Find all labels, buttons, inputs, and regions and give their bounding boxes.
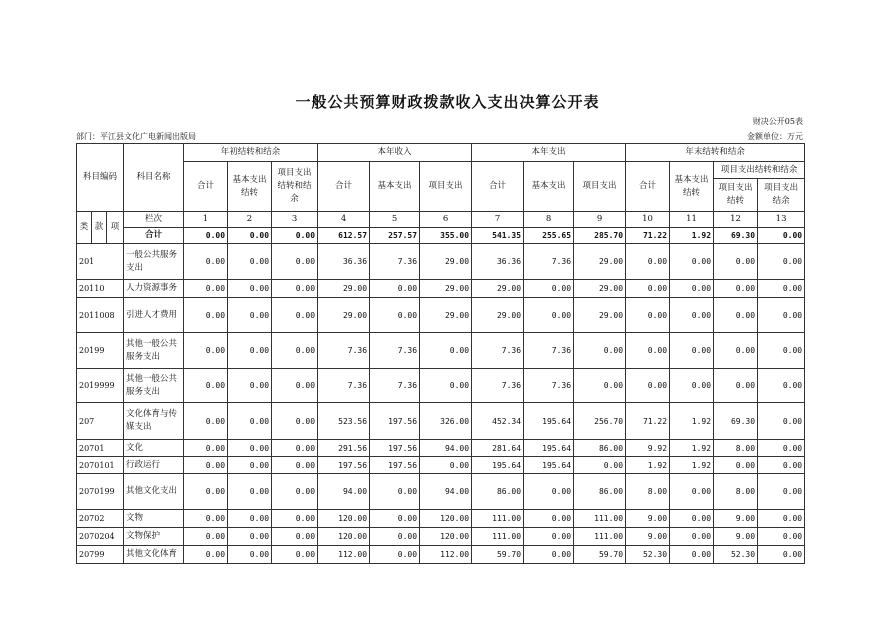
- value-cell: 0.00: [758, 403, 805, 440]
- value-cell: 0.00: [758, 369, 805, 403]
- value-cell: 0.00: [228, 280, 272, 298]
- value-cell: 0.00: [370, 474, 420, 510]
- value-cell: 0.00: [758, 244, 805, 280]
- value-cell: 0.00: [184, 333, 228, 369]
- expense-project-header: 项目支出: [574, 162, 626, 212]
- value-cell: 195.64: [524, 440, 574, 457]
- total-cell: 0.00: [272, 228, 318, 244]
- subject-name-cell: 其他文化体育: [124, 546, 184, 564]
- table-row: [77, 510, 805, 528]
- subject-code-cell: 2019999: [77, 369, 124, 403]
- total-cell: 0.00: [758, 228, 805, 244]
- value-cell: 197.56: [370, 440, 420, 457]
- total-cell: 285.70: [574, 228, 626, 244]
- value-cell: 0.00: [272, 474, 318, 510]
- subject-code-cell: 2070199: [77, 474, 124, 510]
- value-cell: 0.00: [184, 298, 228, 333]
- table-row: [77, 369, 805, 403]
- column-number: 2: [228, 212, 272, 228]
- subject-code-cell: 207: [77, 403, 124, 440]
- end-project-group-header: 项目支出结转和结余: [714, 162, 805, 179]
- value-cell: 86.00: [574, 440, 626, 457]
- begin-total-header: 合计: [184, 162, 228, 212]
- income-project-header: 项目支出: [420, 162, 472, 212]
- table-row: [77, 244, 805, 280]
- value-cell: 0.00: [670, 474, 714, 510]
- table-row: [77, 457, 805, 474]
- value-cell: 197.56: [318, 457, 370, 474]
- value-cell: 195.64: [524, 403, 574, 440]
- begin-project-header: 项目支出结转和结余: [272, 162, 318, 212]
- total-cell: 255.65: [524, 228, 574, 244]
- value-cell: 326.00: [420, 403, 472, 440]
- value-cell: 0.00: [272, 457, 318, 474]
- value-cell: 0.00: [370, 528, 420, 546]
- value-cell: 120.00: [420, 510, 472, 528]
- value-cell: 0.00: [184, 280, 228, 298]
- table-row: [77, 528, 805, 546]
- value-cell: 0.00: [714, 244, 758, 280]
- column-number: 1: [184, 212, 228, 228]
- table-row: [77, 403, 805, 440]
- value-cell: 0.00: [228, 298, 272, 333]
- value-cell: 29.00: [472, 298, 524, 333]
- column-number: 10: [626, 212, 670, 228]
- value-cell: 120.00: [420, 528, 472, 546]
- value-cell: 0.00: [714, 369, 758, 403]
- subject-code-cell: 20702: [77, 510, 124, 528]
- table-row: [77, 280, 805, 298]
- value-cell: 0.00: [272, 298, 318, 333]
- value-cell: 111.00: [472, 528, 524, 546]
- value-cell: 195.64: [472, 457, 524, 474]
- table-row: [77, 333, 805, 369]
- subject-name-cell: 文化: [124, 440, 184, 457]
- value-cell: 0.00: [272, 280, 318, 298]
- value-cell: 9.00: [714, 528, 758, 546]
- column-row-label: 栏次: [124, 212, 184, 228]
- value-cell: 0.00: [714, 280, 758, 298]
- value-cell: 29.00: [318, 280, 370, 298]
- total-row-label: 合计: [124, 228, 184, 244]
- total-cell: 541.35: [472, 228, 524, 244]
- total-cell: 257.57: [370, 228, 420, 244]
- value-cell: 0.00: [228, 333, 272, 369]
- value-cell: 111.00: [574, 528, 626, 546]
- value-cell: 111.00: [472, 510, 524, 528]
- value-cell: 0.00: [228, 546, 272, 564]
- value-cell: 29.00: [420, 244, 472, 280]
- value-cell: 86.00: [472, 474, 524, 510]
- value-cell: 36.36: [472, 244, 524, 280]
- value-cell: 9.92: [626, 440, 670, 457]
- value-cell: 0.00: [524, 528, 574, 546]
- value-cell: 1.92: [670, 457, 714, 474]
- value-cell: 0.00: [670, 298, 714, 333]
- value-cell: 52.30: [714, 546, 758, 564]
- value-cell: 7.36: [524, 244, 574, 280]
- value-cell: 0.00: [228, 369, 272, 403]
- subject-code-cell: 20701: [77, 440, 124, 457]
- page-title: 一般公共预算财政拨款收入支出决算公开表: [295, 93, 600, 111]
- total-cell: 0.00: [184, 228, 228, 244]
- value-cell: 0.00: [626, 369, 670, 403]
- column-number: 7: [472, 212, 524, 228]
- value-cell: 71.22: [626, 403, 670, 440]
- value-cell: 0.00: [714, 333, 758, 369]
- expense-total-header: 合计: [472, 162, 524, 212]
- value-cell: 1.92: [670, 440, 714, 457]
- column-number: 11: [670, 212, 714, 228]
- expense-basic-header: 基本支出: [524, 162, 574, 212]
- begin-basic-header: 基本支出结转: [228, 162, 272, 212]
- expense-header: 本年支出: [472, 144, 626, 162]
- total-cell: 612.57: [318, 228, 370, 244]
- value-cell: 0.00: [228, 474, 272, 510]
- value-cell: 0.00: [524, 510, 574, 528]
- value-cell: 452.34: [472, 403, 524, 440]
- value-cell: 1.92: [670, 403, 714, 440]
- value-cell: 0.00: [626, 333, 670, 369]
- table-row: [77, 474, 805, 510]
- subject-name-cell: 其他文化支出: [124, 474, 184, 510]
- column-number: 12: [714, 212, 758, 228]
- value-cell: 0.00: [758, 333, 805, 369]
- subject-name-cell: 人力资源事务: [124, 280, 184, 298]
- value-cell: 0.00: [758, 474, 805, 510]
- budget-table: [76, 143, 805, 564]
- subject-code-cell: 201: [77, 244, 124, 280]
- value-cell: 281.64: [472, 440, 524, 457]
- value-cell: 0.00: [228, 457, 272, 474]
- value-cell: 94.00: [318, 474, 370, 510]
- value-cell: 9.00: [714, 510, 758, 528]
- value-cell: 29.00: [420, 298, 472, 333]
- xiang-header: 项: [107, 212, 124, 244]
- value-cell: 0.00: [758, 440, 805, 457]
- value-cell: 0.00: [574, 457, 626, 474]
- value-cell: 0.00: [184, 474, 228, 510]
- value-cell: 0.00: [370, 280, 420, 298]
- subject-name-cell: 其他一般公共服务支出: [124, 333, 184, 369]
- value-cell: 8.00: [626, 474, 670, 510]
- value-cell: 0.00: [524, 280, 574, 298]
- value-cell: 0.00: [670, 280, 714, 298]
- value-cell: 0.00: [420, 333, 472, 369]
- department-label: 部门：平江县文化广电新闻出版局: [76, 132, 196, 141]
- subject-code-cell: 20199: [77, 333, 124, 369]
- column-number: 6: [420, 212, 472, 228]
- value-cell: 7.36: [370, 244, 420, 280]
- column-number: 4: [318, 212, 370, 228]
- value-cell: 0.00: [184, 457, 228, 474]
- value-cell: 0.00: [184, 510, 228, 528]
- value-cell: 0.00: [228, 528, 272, 546]
- value-cell: 7.36: [472, 333, 524, 369]
- value-cell: 9.00: [626, 528, 670, 546]
- value-cell: 0.00: [272, 528, 318, 546]
- total-cell: 355.00: [420, 228, 472, 244]
- income-header: 本年收入: [318, 144, 472, 162]
- value-cell: 69.30: [714, 403, 758, 440]
- value-cell: 0.00: [272, 244, 318, 280]
- value-cell: 0.00: [272, 510, 318, 528]
- value-cell: 0.00: [670, 369, 714, 403]
- end-total-header: 合计: [626, 162, 670, 212]
- value-cell: 0.00: [370, 298, 420, 333]
- end-project-carry-header: 项目支出结转: [714, 179, 758, 212]
- value-cell: 29.00: [472, 280, 524, 298]
- value-cell: 0.00: [272, 440, 318, 457]
- value-cell: 86.00: [574, 474, 626, 510]
- column-number: 13: [758, 212, 805, 228]
- value-cell: 0.00: [574, 369, 626, 403]
- subject-name-cell: 引进人才费用: [124, 298, 184, 333]
- value-cell: 0.00: [184, 244, 228, 280]
- value-cell: 0.00: [184, 369, 228, 403]
- value-cell: 0.00: [184, 528, 228, 546]
- value-cell: 0.00: [670, 510, 714, 528]
- value-cell: 0.00: [670, 528, 714, 546]
- value-cell: 0.00: [370, 510, 420, 528]
- value-cell: 9.00: [626, 510, 670, 528]
- value-cell: 0.00: [524, 546, 574, 564]
- value-cell: 0.00: [272, 546, 318, 564]
- value-cell: 0.00: [758, 280, 805, 298]
- subject-code-cell: 20799: [77, 546, 124, 564]
- subject-name-cell: 文物: [124, 510, 184, 528]
- value-cell: 195.64: [524, 457, 574, 474]
- value-cell: 0.00: [228, 244, 272, 280]
- total-cell: 71.22: [626, 228, 670, 244]
- value-cell: 8.00: [714, 440, 758, 457]
- value-cell: 7.36: [318, 369, 370, 403]
- value-cell: 7.36: [472, 369, 524, 403]
- value-cell: 0.00: [524, 474, 574, 510]
- subject-name-cell: 行政运行: [124, 457, 184, 474]
- value-cell: 29.00: [318, 298, 370, 333]
- value-cell: 7.36: [318, 333, 370, 369]
- value-cell: 0.00: [524, 298, 574, 333]
- lei-header: 类: [77, 212, 92, 244]
- column-number: 5: [370, 212, 420, 228]
- value-cell: 120.00: [318, 528, 370, 546]
- income-basic-header: 基本支出: [370, 162, 420, 212]
- value-cell: 59.70: [472, 546, 524, 564]
- subject-code-cell: 2011008: [77, 298, 124, 333]
- value-cell: 1.92: [626, 457, 670, 474]
- value-cell: 197.56: [370, 457, 420, 474]
- value-cell: 0.00: [670, 546, 714, 564]
- value-cell: 0.00: [272, 403, 318, 440]
- value-cell: 0.00: [626, 298, 670, 333]
- form-code: 财决公开05表: [752, 117, 803, 126]
- value-cell: 94.00: [420, 474, 472, 510]
- value-cell: 52.30: [626, 546, 670, 564]
- value-cell: 0.00: [574, 333, 626, 369]
- value-cell: 0.00: [670, 244, 714, 280]
- value-cell: 112.00: [420, 546, 472, 564]
- begin-balance-header: 年初结转和结余: [184, 144, 318, 162]
- value-cell: 112.00: [318, 546, 370, 564]
- value-cell: 29.00: [574, 298, 626, 333]
- value-cell: 7.36: [370, 333, 420, 369]
- subject-name-header: 科目名称: [124, 144, 184, 212]
- value-cell: 0.00: [228, 440, 272, 457]
- subject-name-cell: 一般公共服务支出: [124, 244, 184, 280]
- value-cell: 8.00: [714, 474, 758, 510]
- value-cell: 256.70: [574, 403, 626, 440]
- value-cell: 0.00: [184, 403, 228, 440]
- income-total-header: 合计: [318, 162, 370, 212]
- value-cell: 7.36: [370, 369, 420, 403]
- total-cell: 69.30: [714, 228, 758, 244]
- value-cell: 111.00: [574, 510, 626, 528]
- table-row: [77, 546, 805, 564]
- value-cell: 94.00: [420, 440, 472, 457]
- value-cell: 0.00: [228, 510, 272, 528]
- value-cell: 0.00: [228, 403, 272, 440]
- end-basic-header: 基本支出结转: [670, 162, 714, 212]
- subject-code-cell: 20110: [77, 280, 124, 298]
- subject-code-header: 科目编码: [77, 144, 124, 212]
- value-cell: 0.00: [758, 457, 805, 474]
- value-cell: 0.00: [272, 333, 318, 369]
- value-cell: 0.00: [272, 369, 318, 403]
- value-cell: 0.00: [758, 528, 805, 546]
- value-cell: 0.00: [626, 280, 670, 298]
- subject-code-cell: 2070101: [77, 457, 124, 474]
- value-cell: 0.00: [184, 440, 228, 457]
- value-cell: 59.70: [574, 546, 626, 564]
- value-cell: 291.56: [318, 440, 370, 457]
- value-cell: 0.00: [370, 546, 420, 564]
- end-project-surplus-header: 项目支出结余: [758, 179, 805, 212]
- total-cell: 0.00: [228, 228, 272, 244]
- value-cell: 0.00: [758, 298, 805, 333]
- total-cell: 1.92: [670, 228, 714, 244]
- kuan-header: 款: [92, 212, 107, 244]
- value-cell: 0.00: [714, 457, 758, 474]
- value-cell: 29.00: [574, 280, 626, 298]
- value-cell: 7.36: [524, 369, 574, 403]
- subject-name-cell: 文物保护: [124, 528, 184, 546]
- value-cell: 0.00: [420, 369, 472, 403]
- subject-name-cell: 文化体育与传媒支出: [124, 403, 184, 440]
- value-cell: 0.00: [758, 546, 805, 564]
- value-cell: 36.36: [318, 244, 370, 280]
- table-row: [77, 298, 805, 333]
- column-number: 8: [524, 212, 574, 228]
- value-cell: 0.00: [626, 244, 670, 280]
- table-row: [77, 440, 805, 457]
- value-cell: 0.00: [758, 510, 805, 528]
- value-cell: 0.00: [670, 333, 714, 369]
- value-cell: 120.00: [318, 510, 370, 528]
- subject-code-cell: 2070204: [77, 528, 124, 546]
- value-cell: 29.00: [574, 244, 626, 280]
- value-cell: 7.36: [524, 333, 574, 369]
- subject-name-cell: 其他一般公共服务支出: [124, 369, 184, 403]
- end-balance-header: 年末结转和结余: [626, 144, 805, 162]
- unit-label: 金额单位：万元: [747, 132, 803, 141]
- column-number: 9: [574, 212, 626, 228]
- value-cell: 0.00: [714, 298, 758, 333]
- value-cell: 523.56: [318, 403, 370, 440]
- value-cell: 197.56: [370, 403, 420, 440]
- value-cell: 0.00: [184, 546, 228, 564]
- column-number: 3: [272, 212, 318, 228]
- value-cell: 29.00: [420, 280, 472, 298]
- value-cell: 0.00: [420, 457, 472, 474]
